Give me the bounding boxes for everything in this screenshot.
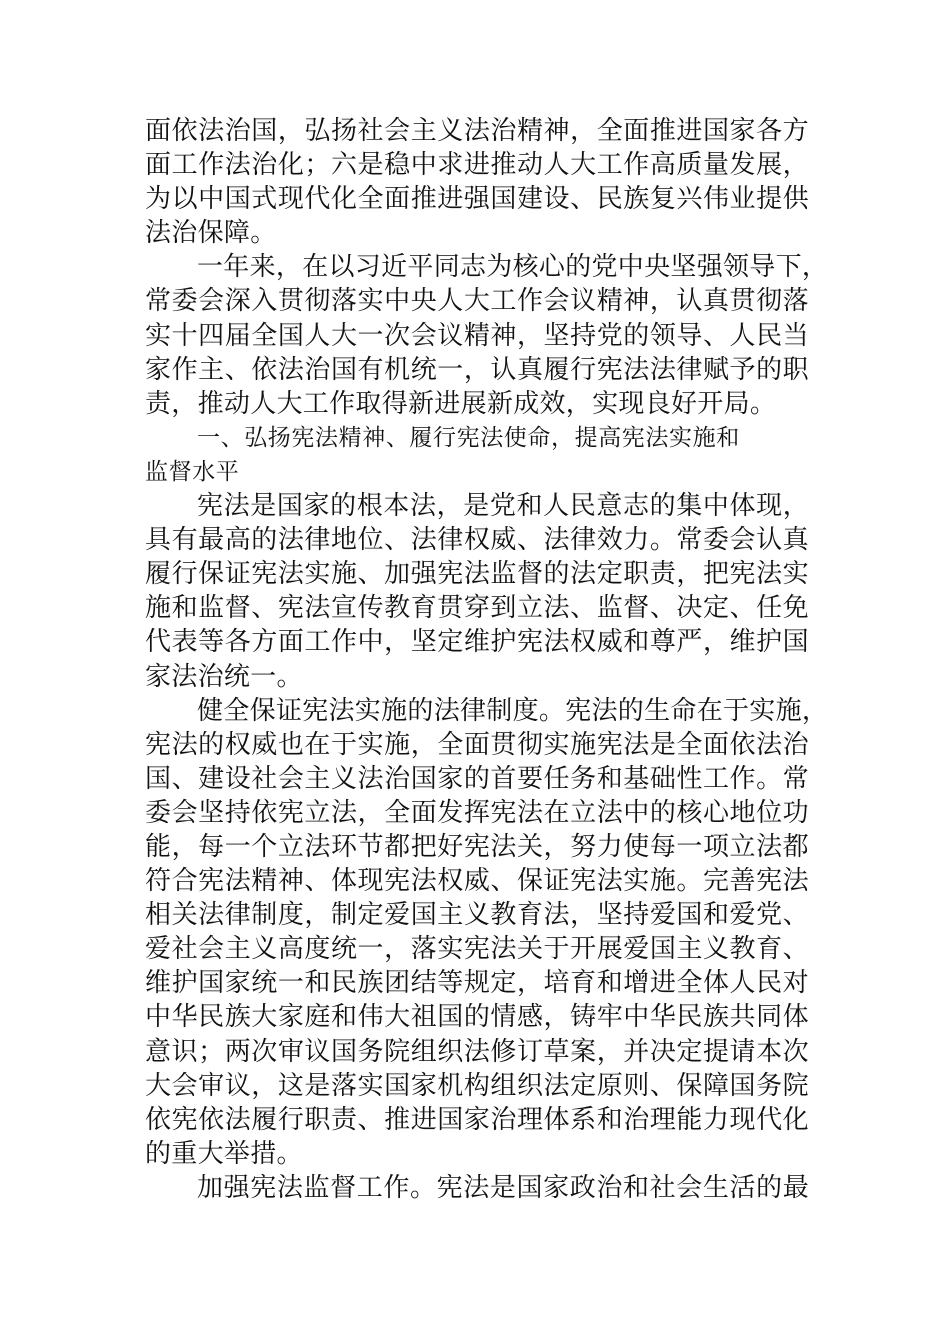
text-line: 符合宪法精神、体现宪法权威、保证宪法实施。完善宪法: [145, 866, 809, 897]
paragraph-start-line: 加强宪法监督工作。宪法是国家政治和社会生活的最: [197, 1172, 809, 1203]
text-line: 面依法治国，弘扬社会主义法治精神，全面推进国家各方: [145, 116, 809, 146]
text-line: 法治保障。: [145, 218, 277, 249]
text-line: 大会审议，这是落实国家机构组织法定原则、保障国务院: [145, 1070, 809, 1101]
text-line: 代表等各方面工作中，坚定维护宪法权威和尊严，维护国: [145, 627, 809, 658]
text-line: 宪法的权威也在于实施，全面贯彻实施宪法是全面依法治: [145, 729, 809, 760]
text-line: 施和监督、宪法宣传教育贯穿到立法、监督、决定、任免: [145, 593, 809, 624]
text-line: 维护国家统一和民族团结等规定，培育和增进全体人民对: [145, 968, 809, 999]
text-line: 家法治统一。: [145, 661, 303, 692]
document-body: [145, 114, 829, 1205]
text-line: 的重大举措。: [145, 1138, 303, 1169]
text-line: 委会坚持依宪立法，全面发挥宪法在立法中的核心地位功: [145, 797, 809, 828]
text-line: 为以中国式现代化全面推进强国建设、民族复兴伟业提供: [145, 184, 809, 215]
text-line: 国、建设社会主义法治国家的首要任务和基础性工作。常: [145, 763, 809, 794]
text-line: 责，推动人大工作取得新进展新成效，实现良好开局。: [145, 388, 777, 419]
section-heading-line: 一、弘扬宪法精神、履行宪法使命，提高宪法实施和: [197, 424, 740, 451]
paragraph-start-line: 健全保证宪法实施的法律制度。宪法的生命在于实施，: [197, 695, 829, 726]
text-line: 家作主、依法治国有机统一，认真履行宪法法律赋予的职: [145, 354, 809, 385]
text-line: 依宪依法履行职责、推进国家治理体系和治理能力现代化: [145, 1104, 809, 1135]
text-line: 面工作法治化；六是稳中求进推动人大工作高质量发展，: [145, 150, 809, 181]
text-line: 意识；两次审议国务院组织法修订草案，并决定提请本次: [145, 1036, 809, 1067]
text-line: 爱社会主义高度统一，落实宪法关于开展爱国主义教育、: [145, 934, 809, 965]
paragraph-start-line: 一年来，在以习近平同志为核心的党中央坚强领导下，: [197, 252, 829, 283]
text-line: 履行保证宪法实施、加强宪法监督的法定职责，把宪法实: [145, 559, 809, 590]
text-line: 中华民族大家庭和伟大祖国的情感，铸牢中华民族共同体: [145, 1002, 809, 1033]
paragraph-start-line: 宪法是国家的根本法，是党和人民意志的集中体现，: [197, 491, 809, 522]
text-line: 能，每一个立法环节都把好宪法关，努力使每一项立法都: [145, 831, 809, 862]
section-heading-line: 监督水平: [145, 458, 240, 485]
text-line: 相关法律制度，制定爱国主义教育法，坚持爱国和爱党、: [145, 900, 809, 931]
text-line: 实十四届全国人大一次会议精神，坚持党的领导、人民当: [145, 320, 809, 351]
text-line: 具有最高的法律地位、法律权威、法律效力。常委会认真: [145, 525, 809, 556]
text-line: 常委会深入贯彻落实中央人大工作会议精神，认真贯彻落: [145, 286, 809, 317]
